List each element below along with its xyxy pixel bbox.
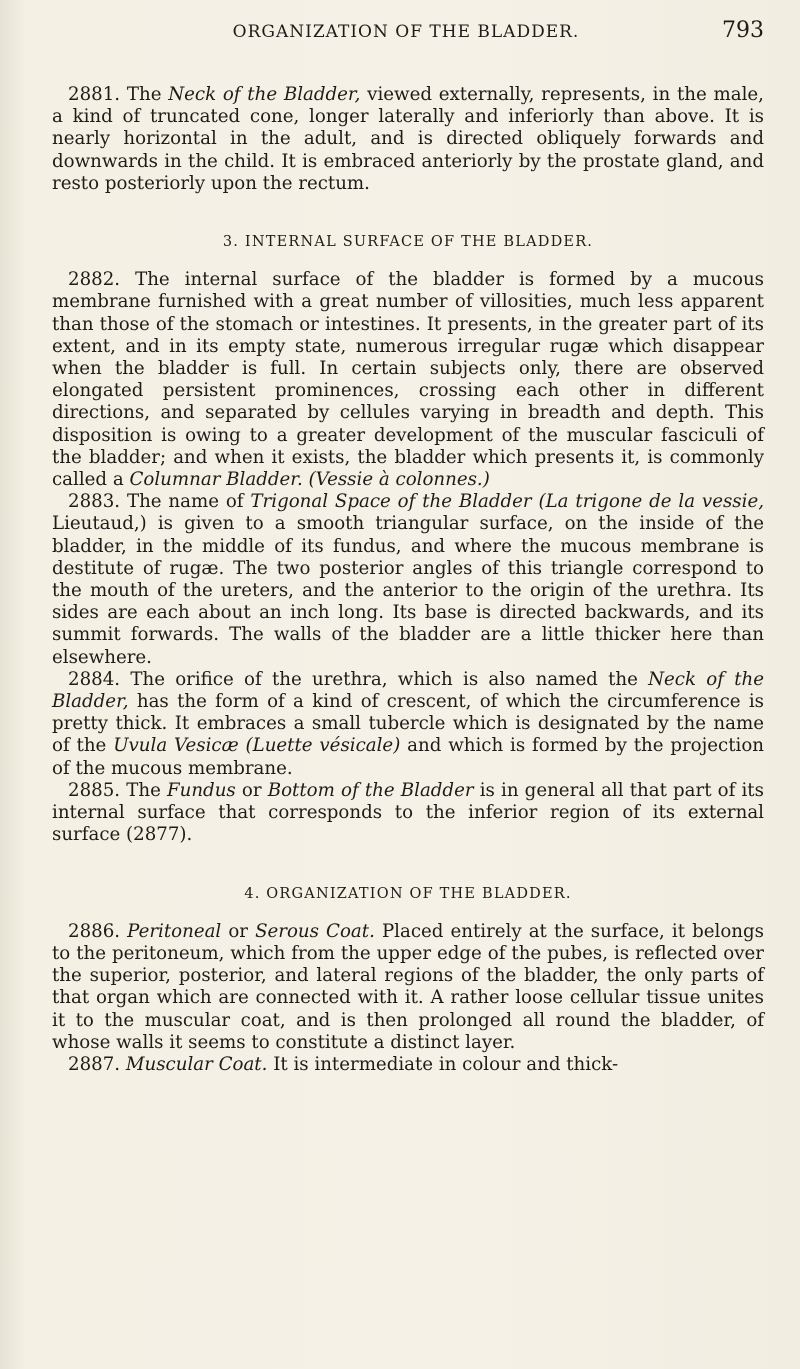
- running-head: ORGANIZATION OF THE BLADDER.: [232, 22, 580, 42]
- italic-term: Fundus: [167, 779, 236, 801]
- italic-term: Muscular Coat.: [125, 1053, 268, 1075]
- section-heading-internal-surface: 3. INTERNAL SURFACE OF THE BLADDER.: [222, 234, 594, 251]
- text-run: is in general all that part of its internal surface that corresponds to the inferior region of its external surface (2877).: [52, 779, 764, 846]
- italic-term: Neck of the Bladder,: [168, 84, 361, 105]
- italic-term: (La trigone de la vessie,: [538, 491, 764, 513]
- paragraph-2887: [52, 1054, 764, 1076]
- page-header: [0, 8, 800, 48]
- paragraph-2883: [52, 491, 764, 669]
- text-run: has the form of a kind of crescent, of which the circumference is pretty thick. It embraces a small tubercle which is designated by the name of the: [52, 691, 764, 757]
- italic-term: (Vessie à colonnes.): [308, 469, 490, 491]
- text-run: Lieutaud,) is given to a smooth triangular surface, on the inside of the bladder, in the middle of its fundus, and where the mucous membrane is destitute of rugæ. The two posterior angles of this triangle correspond to the mouth of the ureters, and the anterior to the origin of the urethra. Its sides are each about an inch long. Its base is directed backwards, and its summit forwards. The walls of the bladder are a little thicker here than elsewhere.: [52, 513, 764, 668]
- text-run: The internal surface of the bladder is formed by a mucous membrane furnished with a great number of villosities, much less apparent than those of the stomach or intestines. It presents, in the greater part of its extent, and in its empty state, numerous irregular rugæ which disappear when the bladder is full. In certain subjects only, there are observed elongated persistent prominences, crossing each other in different directions, and separated by cellules varying in breadth and depth. This disposition is owing to a greater development of the muscular fasciculi of the bladder; and when it exists, the bladder which presents it, is commonly called a: [52, 269, 764, 491]
- text-run: The: [126, 84, 162, 105]
- text-run: viewed externally, represents, in the male, a kind of truncated cone, longer laterally and inferiorly than above. It is nearly horizontal in the adult, and is directed obliquely forwards and downwards in the child. It is embraced anteriorly by the prostate gland,: [52, 84, 764, 172]
- paragraph-number: 2885.: [68, 779, 121, 801]
- paragraph-2886: [52, 921, 764, 1054]
- paragraph-2884: [52, 669, 764, 780]
- paragraph-number: 2886.: [68, 920, 121, 942]
- italic-term: Serous Coat.: [255, 920, 375, 942]
- paragraph-2881: [52, 84, 764, 195]
- text-run: or: [241, 779, 262, 801]
- paragraph-number: 2887.: [68, 1053, 121, 1075]
- text-run: and which is formed by the projection of the mucous membrane.: [52, 735, 764, 779]
- text-run: or: [228, 920, 248, 942]
- section-heading-organization: 4. ORGANIZATION OF THE BLADDER.: [244, 885, 572, 902]
- italic-term: Peritoneal: [127, 920, 222, 942]
- paragraph-number: 2884.: [68, 668, 121, 690]
- text-run: The orifice of the urethra, which is also named the: [130, 668, 638, 690]
- text-run: The name of: [126, 491, 244, 513]
- italic-term: Bottom of the Bladder: [267, 779, 474, 801]
- text-run: posteriorly upon the rectum.: [104, 172, 370, 194]
- paragraph-number: 2883.: [68, 491, 121, 513]
- paragraph-number: 2882.: [68, 269, 121, 291]
- text-run: It is intermediate in colour and thick-: [273, 1053, 619, 1075]
- text-run: The: [126, 779, 161, 801]
- paragraph-2882: [52, 269, 764, 491]
- page-body: [52, 84, 764, 1076]
- paragraph-2885: [52, 780, 764, 847]
- smudged-text: and resto: [52, 150, 764, 194]
- italic-term: Trigonal Space of the Bladder: [250, 491, 532, 513]
- page-number: 793: [722, 18, 764, 43]
- text-run: Placed entirely at the surface, it belongs to the peritoneum, which from the upper edge of the pubes, is reflected over the superior, posterior, and lateral regions of the bladder, the only parts of that organ which are connected with it. A rather loose cellular tissue unites it to the muscular coat, and is then prolonged all round the bladder, of whose walls it seems to constitute a distinct layer.: [52, 920, 764, 1053]
- paragraph-number: 2881.: [68, 84, 121, 105]
- italic-term: Neck of the Bladder,: [52, 668, 764, 713]
- italic-term: Columnar Bladder.: [129, 469, 303, 491]
- italic-term: Uvula Vesicæ (Luette vésicale): [113, 735, 401, 757]
